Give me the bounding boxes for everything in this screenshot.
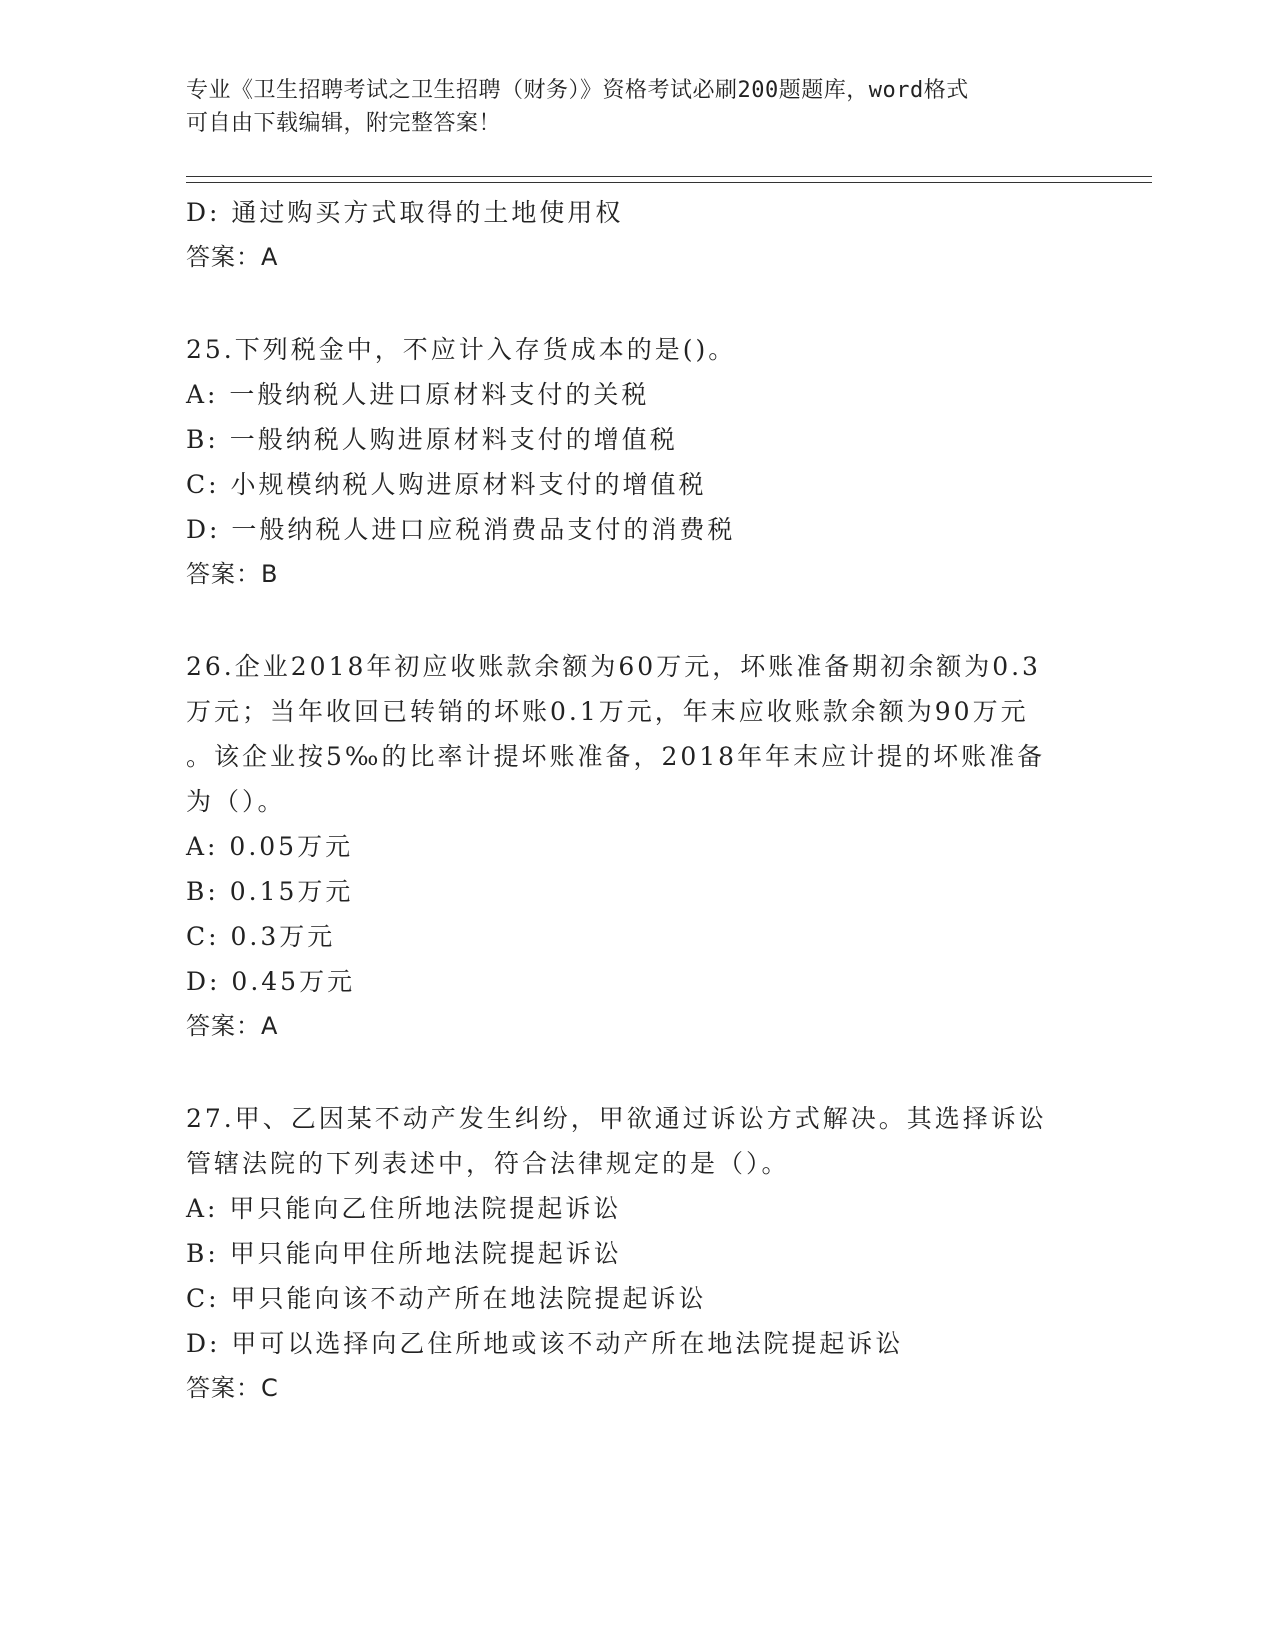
- option-d: D: 0.45万元: [186, 967, 356, 996]
- question-content: [186, 190, 1086, 1411]
- question-stem-line-1: 26.企业2018年初应收账款余额为60万元，坏账准备期初余额为0.3: [186, 652, 1041, 681]
- question-stem-line-4: 为（）。: [186, 787, 286, 816]
- option-d: D: 甲可以选择向乙住所地或该不动产所在地法院提起诉讼: [186, 1329, 904, 1358]
- previous-question-tail: [186, 190, 1086, 280]
- header-divider: [186, 176, 1152, 183]
- spacer: [186, 597, 1086, 644]
- option-a: A: 甲只能向乙住所地法院提起诉讼: [186, 1194, 622, 1223]
- option-d: D: 一般纳税人进口应税消费品支付的消费税: [186, 515, 736, 544]
- question-stem-line-2: 万元；当年收回已转销的坏账0.1万元，年末应收账款余额为90万元: [186, 697, 1029, 726]
- question-stem-line-1: 27.甲、乙因某不动产发生纠纷，甲欲通过诉讼方式解决。其选择诉讼: [186, 1104, 1047, 1133]
- question-27: [186, 1096, 1086, 1411]
- option-c: C: 甲只能向该不动产所在地法院提起诉讼: [186, 1284, 707, 1313]
- question-stem-line-3: 。该企业按5‰的比率计提坏账准备，2018年年末应计提的坏账准备: [186, 742, 1046, 771]
- answer-line: 答案：A: [186, 243, 279, 271]
- spacer: [186, 280, 1086, 327]
- option-d: D: 通过购买方式取得的土地使用权: [186, 198, 624, 227]
- header-line-1: 专业《卫生招聘考试之卫生招聘（财务）》资格考试必刷200题题库，word格式: [186, 78, 969, 103]
- answer-line: 答案：B: [186, 560, 279, 588]
- option-a: A: 0.05万元: [186, 832, 354, 861]
- header-line-2: 可自由下载编辑，附完整答案！: [186, 111, 502, 136]
- document-header: [186, 74, 1086, 140]
- option-a: A: 一般纳税人进口原材料支付的关税: [186, 380, 650, 409]
- answer-line: 答案：A: [186, 1012, 279, 1040]
- question-26: [186, 644, 1086, 1049]
- answer-line: 答案：C: [186, 1374, 279, 1402]
- option-c: C: 小规模纳税人购进原材料支付的增值税: [186, 470, 707, 499]
- option-c: C: 0.3万元: [186, 922, 336, 951]
- option-b: B: 甲只能向甲住所地法院提起诉讼: [186, 1239, 622, 1268]
- option-b: B: 一般纳税人购进原材料支付的增值税: [186, 425, 678, 454]
- spacer: [186, 1049, 1086, 1096]
- question-stem-line-2: 管辖法院的下列表述中，符合法律规定的是（）。: [186, 1149, 790, 1178]
- question-stem: 25.下列税金中，不应计入存货成本的是()。: [186, 335, 737, 364]
- question-25: [186, 327, 1086, 597]
- option-b: B: 0.15万元: [186, 877, 354, 906]
